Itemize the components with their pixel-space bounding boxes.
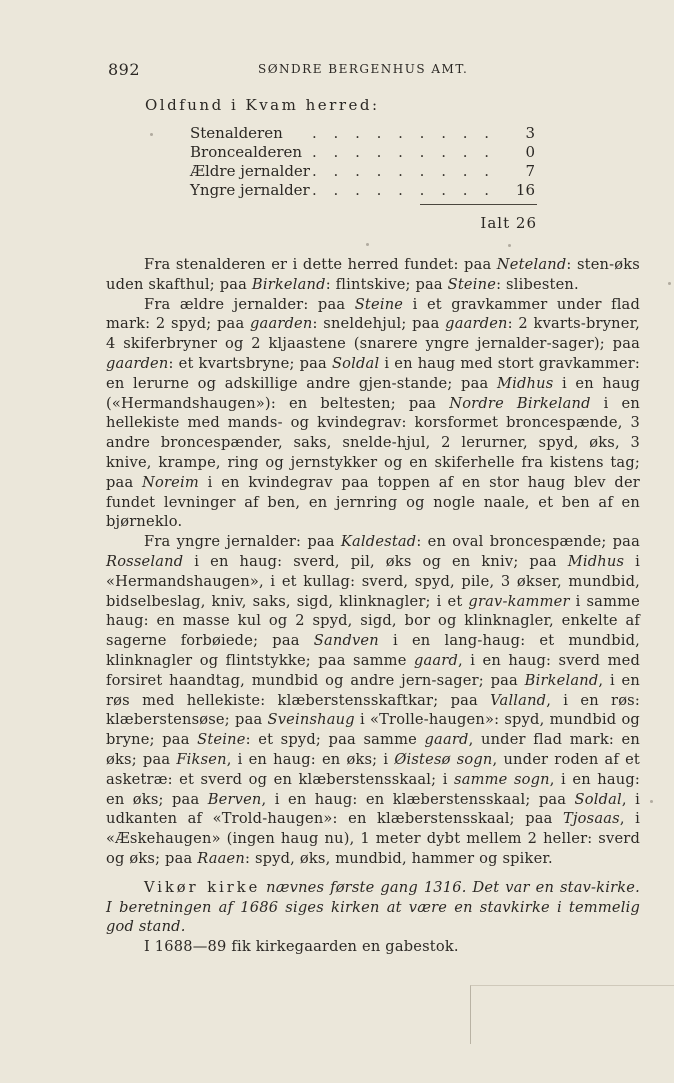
place-name: Kaldestad	[340, 533, 417, 551]
text-run: : spyd, øks, mundbid, hammer og spiker.	[245, 849, 553, 867]
place-name: Steine	[197, 731, 246, 749]
tally-label: Yngre jernalder	[190, 181, 310, 199]
place-name: Steine	[354, 295, 404, 313]
paper-speck	[150, 133, 153, 136]
text-run: , i en røs med hellekiste: klæberstensskaftkar; paa	[106, 671, 640, 709]
place-name: gaard	[413, 651, 459, 669]
spaced-heading-text: Vikør kirke	[144, 878, 261, 896]
place-name: gaarden	[445, 315, 508, 333]
tally-dots: . . . . . . . . .	[312, 124, 496, 142]
place-name: Noreim	[142, 473, 199, 491]
tally-value: 0	[525, 143, 535, 161]
text-run: Fra yngre jernalder: paa	[144, 533, 341, 551]
tally-row	[190, 143, 535, 162]
text-run: i et gravkammer under flad mark: 2 spyd; paa	[106, 295, 640, 333]
place-name: Steine	[447, 275, 497, 293]
text-run: , i en haug: en øks; i	[226, 750, 395, 768]
text-run: i en lang-haug: et mundbid, klinknagler og flintstykke; paa samme	[106, 632, 640, 669]
text-run: i en haug («Hermandshaugen»): en beltesten; paa	[106, 374, 640, 412]
paragraph-early-iron-age	[106, 295, 640, 533]
place-name: Sandven	[313, 632, 379, 650]
paragraph-vikor-church	[106, 878, 640, 937]
text-run: i samme haug: en masse kul og 2 spyd, sigd, bor og klinknagler, enkelte af sagerne forbøiede; paa	[106, 592, 640, 650]
text-run: , i en haug: en klæberstensskaal; paa	[261, 790, 575, 808]
place-name: Øistesø sogn	[394, 750, 493, 768]
text-run: I 1688—89 fik kirkegaarden en gabestok.	[144, 938, 459, 956]
tally-label: Ældre jernalder	[190, 162, 310, 180]
paper-edge-mark	[470, 985, 674, 1044]
text-run: , under roden af et asketræ: et sverd og en klæberstensskaal; i	[106, 750, 640, 788]
total-value: 26	[515, 214, 537, 232]
paragraph-churchyard	[106, 937, 640, 957]
tally-label: Stenalderen	[190, 124, 283, 142]
text-run: : flintskive; paa	[325, 275, 448, 293]
section-title: Oldfund i Kvam herred:	[145, 96, 380, 114]
text-run: i en haug med stort gravkammer: en lerurne og adskillige andre gjen-stande; paa	[106, 354, 640, 392]
place-name: Nordre Birkeland	[449, 394, 591, 412]
place-name: Midhus	[567, 552, 625, 570]
body-text	[106, 255, 640, 957]
place-name: gaarden	[106, 354, 169, 372]
text-run: Fra stenalderen er i dette herred fundet: paa	[144, 256, 497, 273]
place-name: Valland	[490, 691, 547, 709]
text-run: : sneldehjul; paa	[312, 315, 446, 333]
text-run: Fra ældre jernalder: paa	[144, 295, 355, 313]
place-name: Raaen	[197, 849, 245, 867]
tally-row	[190, 181, 535, 200]
place-name: Neteland	[496, 256, 567, 273]
place-name: Midhus	[496, 374, 554, 392]
text-run: , i udkanten af «Trold-haugen»: en klæberstensskaal; paa	[106, 790, 640, 828]
tally-label: Broncealderen	[190, 143, 303, 161]
page-number: 892	[108, 60, 141, 79]
total-label: Ialt	[480, 214, 511, 232]
sum-rule	[420, 204, 537, 205]
find-tally	[190, 124, 535, 200]
text-run: i «Hermandshaugen», i et kullag: sverd, spyd, pile, 3 økser, mundbid, bidselbeslag, kniv, saks, sigd, klinknagler; i et	[106, 552, 640, 610]
running-title: SØNDRE BERGENHUS AMT.	[258, 62, 469, 76]
place-name: Berven	[207, 790, 262, 808]
text-run: , i en haug: sverd med forsiret haandtag, mundbid og andre jern-sager; paa	[106, 651, 641, 689]
tally-dots: . . . . . . . . .	[312, 162, 496, 180]
text-run: : 2 kvarts-bryner, 4 skiferbryner og 2 kljaastene (snarere yngre jernalder-sager); paa	[106, 315, 640, 353]
place-name: Rosseland	[106, 552, 184, 570]
text-run: : slibesten.	[496, 275, 579, 293]
place-name: gaard	[424, 731, 469, 749]
place-name: Birkeland	[524, 671, 599, 689]
place-name: Birkeland	[251, 275, 326, 293]
text-run: : en oval broncespænde; paa	[416, 533, 640, 551]
text-run: i en haug: sverd, pil, øks og en kniv; paa	[183, 552, 568, 570]
text-run: i «Trolle-haugen»: spyd, mundbid og bryne; paa	[106, 711, 640, 749]
tally-dots: . . . . . . . . .	[312, 181, 496, 199]
place-name: nævnes første gang 1316. Det var en stav-kirke. I beretningen af 1686 siges kirken at være en stavkirke i temmelig god stand.	[106, 878, 640, 936]
place-name: Tjosaas	[563, 810, 620, 828]
place-name: Fiksen	[176, 750, 227, 768]
paragraph-stone-age	[106, 255, 640, 295]
text-run: , under flad mark: en øks; paa	[106, 731, 640, 768]
paper-speck	[366, 243, 369, 246]
tally-value: 3	[525, 124, 535, 142]
text-run: , i en haug: en øks; paa	[106, 770, 640, 808]
paper-speck	[508, 244, 511, 247]
paper-speck	[650, 800, 653, 803]
tally-total	[480, 214, 537, 232]
text-run: , i en røs: klæberstensøse; paa	[106, 691, 640, 729]
place-name: gaarden	[250, 315, 313, 333]
place-name: samme sogn	[454, 770, 550, 788]
tally-value: 16	[515, 181, 535, 199]
place-name: Sveinshaug	[267, 711, 355, 729]
text-run: : et spyd; paa samme	[245, 731, 425, 749]
text-run: , i «Æskehaugen» (ingen haug nu), 1 meter dybt mellem 2 heller: sverd og øks; paa	[106, 810, 640, 867]
text-run: : et kvartsbryne; paa	[168, 354, 332, 372]
text-run: : sten-øks uden skafthul; paa	[106, 256, 640, 293]
place-name: Soldal	[574, 790, 622, 808]
text-run: i en kvindegrav paa toppen af en stor haug blev der fundet levninger af ben, en jernring og nogle naale, et ben af en bjørneklo.	[106, 473, 640, 531]
paper-speck	[668, 282, 671, 285]
place-name: grav-kammer	[468, 592, 570, 610]
tally-value: 7	[525, 162, 535, 180]
text-run: i en hellekiste med mands- og kvindegrav: korsformet broncespænde, 3 andre broncespænder, saks, snelde-hjul, 2 lerurner, spyd, øks, 3 knive, krampe, ring og jernstykker og en skiferhelle fra kistens tag; paa	[106, 394, 640, 491]
place-name: Soldal	[331, 354, 380, 372]
paragraph-late-iron-age	[106, 532, 640, 869]
tally-row	[190, 124, 535, 143]
tally-row	[190, 162, 535, 181]
tally-dots: . . . . . . . . .	[312, 143, 496, 161]
